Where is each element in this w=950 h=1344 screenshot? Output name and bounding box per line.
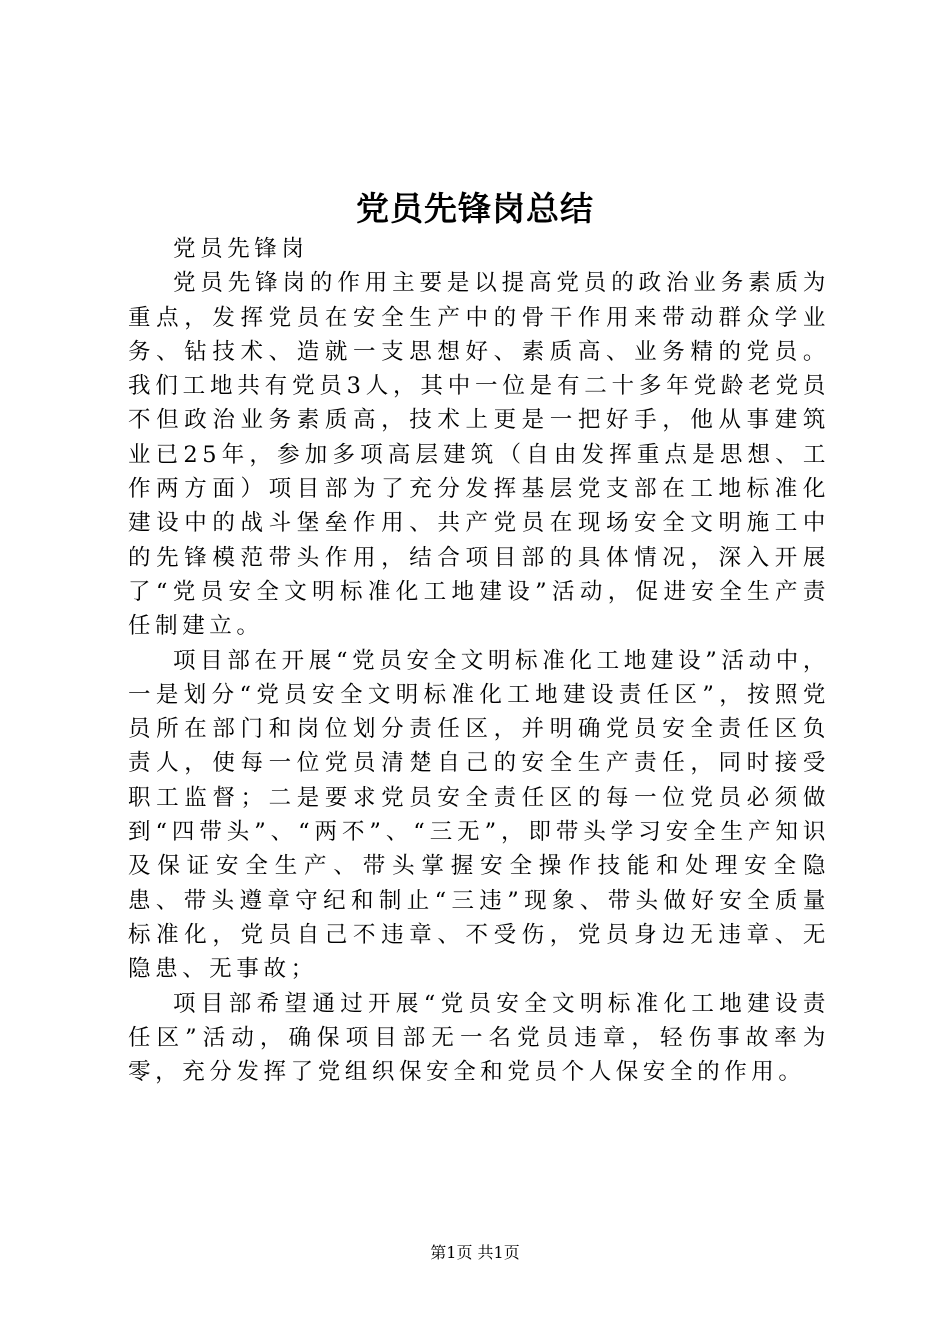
body-paragraph-3: 项目部希望通过开展“党员安全文明标准化工地建设责任区”活动，确保项目部无一名党员违章，轻伤事故率为零，充分发挥了党组织保安全和党员个人保安全的作用。 (128, 990, 830, 1086)
body-paragraph-1: 党员先锋岗的作用主要是以提高党员的政治业务素质为重点，发挥党员在安全生产中的骨干作用来带动群众学业务、钻技术、造就一支思想好、素质高、业务精的党员。我们工地共有党员3人，其中一位是有二十多年党龄老党员不但政治业务素质高，技术上更是一把好手，他从事建筑业已25年，参加多项高层建筑（自由发挥重点是思想、工作两方面）项目部为了充分发挥基层党支部在工地标准化建设中的战斗堡垒作用、共产党员在现场安全文明施工中的先锋模范带头作用，结合项目部的具体情况，深入开展了“党员安全文明标准化工地建设”活动，促进安全生产责任制建立。 (128, 270, 830, 640)
document-subtitle: 党员先锋岗 (173, 236, 309, 262)
document-title: 党员先锋岗总结 (356, 189, 594, 228)
body-paragraph-2: 项目部在开展“党员安全文明标准化工地建设”活动中，一是划分“党员安全文明标准化工地建设责任区”，按照党员所在部门和岗位划分责任区，并明确党员安全责任区负责人，使每一位党员清楚自己的安全生产责任，同时接受职工监督；二是要求党员安全责任区的每一位党员必须做到“四带头”、“两不”、“三无”，即带头学习安全生产知识及保证安全生产、带头掌握安全操作技能和处理安全隐患、带头遵章守纪和制止“三违”现象、带头做好安全质量标准化，党员自己不违章、不受伤，党员身边无违章、无隐患、无事故； (128, 647, 830, 983)
document-body (128, 232, 830, 1089)
page-footer: 第1页 共1页 (430, 1243, 520, 1262)
